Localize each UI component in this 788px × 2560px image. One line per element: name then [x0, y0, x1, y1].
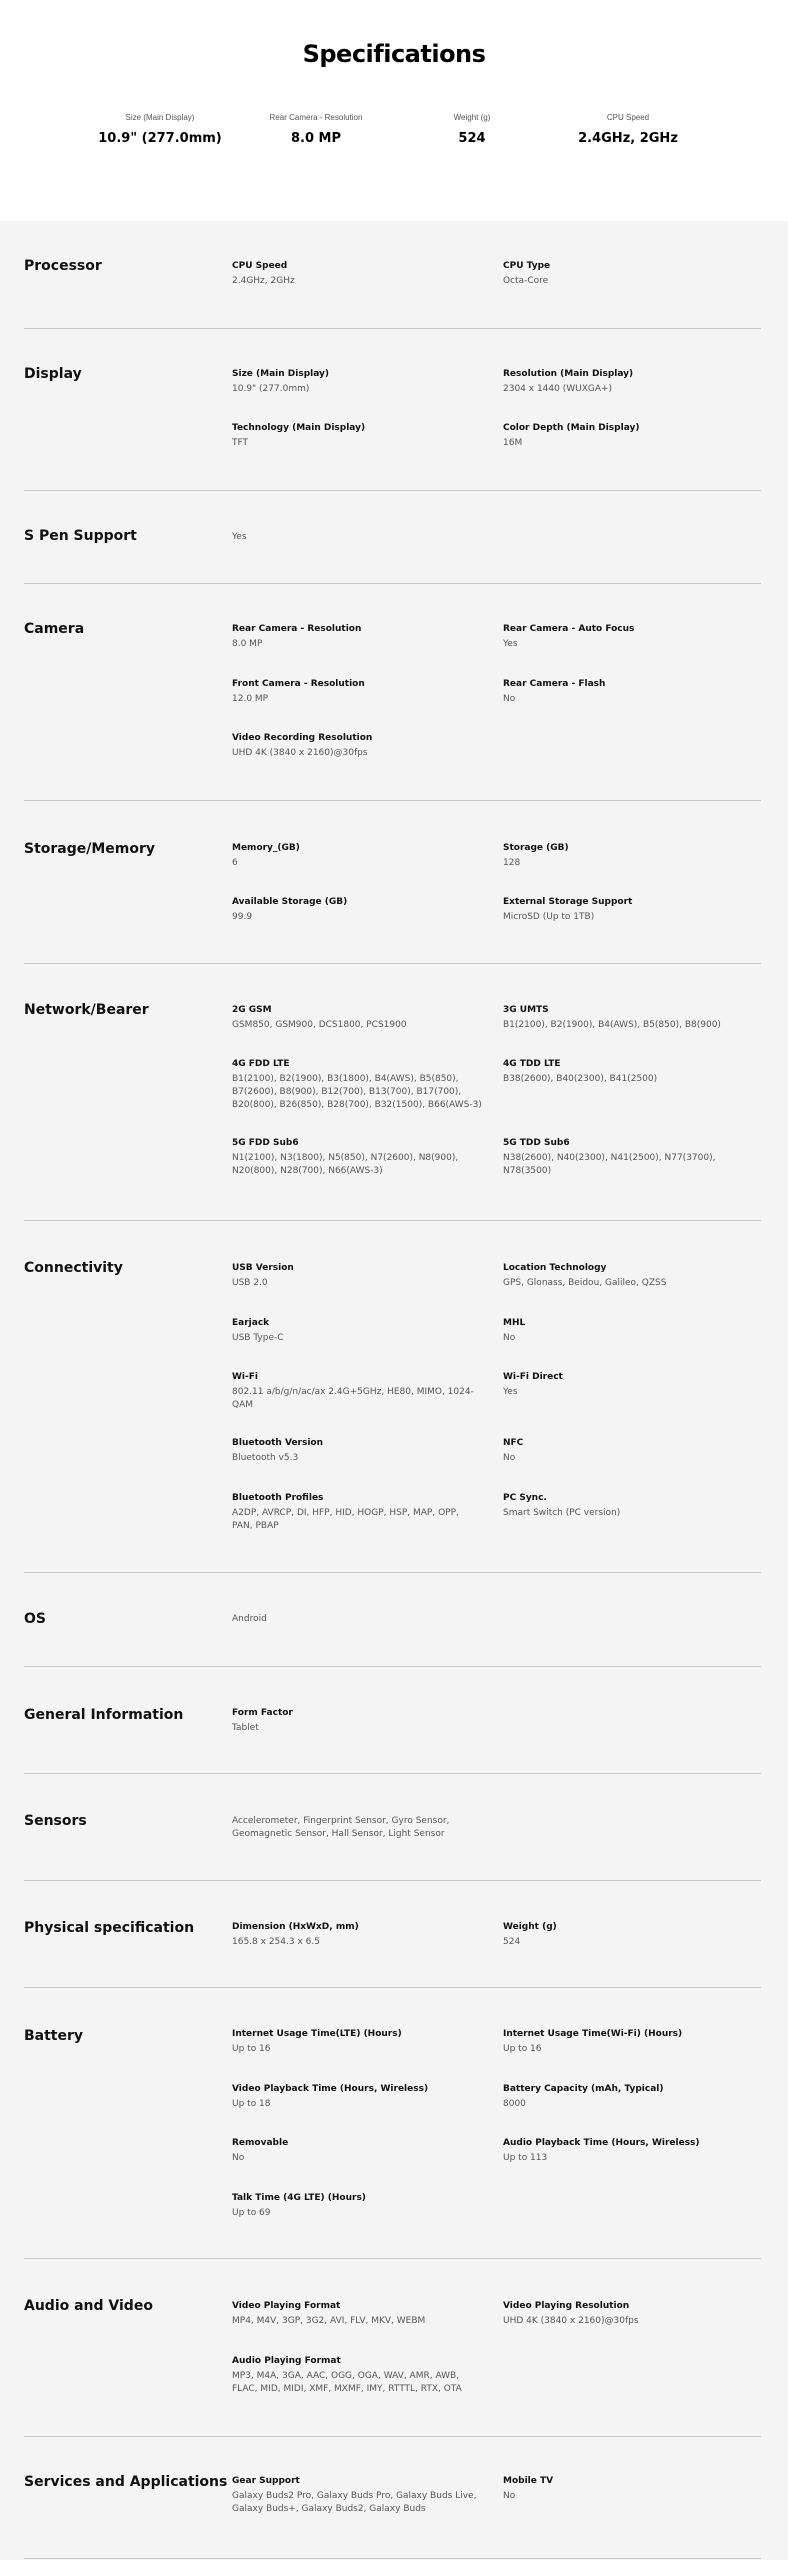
- spec-value: B38(2600), B40(2300), B41(2500): [503, 1074, 658, 1084]
- spec-value: Tablet: [232, 1723, 259, 1733]
- spec-label: Internet Usage Time(Wi-Fi) (Hours): [503, 2029, 683, 2039]
- spec-label: 5G FDD Sub6: [232, 1138, 299, 1148]
- spec-value: Smart Switch (PC version): [503, 1508, 621, 1518]
- key-spec-label: Weight (g): [453, 113, 491, 122]
- spec-item: [503, 1318, 753, 1345]
- spec-label: Location Technology: [503, 1263, 607, 1273]
- spec-label: Size (Main Display): [232, 369, 330, 379]
- spec-item: [232, 2476, 482, 2516]
- spec-label: 4G FDD LTE: [232, 1059, 290, 1069]
- section-title: Services and Applications: [24, 2474, 228, 2490]
- spec-item: [503, 2301, 753, 2328]
- spec-value: No: [232, 2153, 245, 2163]
- spec-value: Yes: [503, 639, 518, 649]
- spec-value: MicroSD (Up to 1TB): [503, 912, 595, 922]
- spec-label: Technology (Main Display): [232, 423, 366, 433]
- spec-label: 5G TDD Sub6: [503, 1138, 570, 1148]
- spec-value: 165.8 x 254.3 x 6.5: [232, 1937, 320, 1947]
- page-title: Specifications: [302, 40, 486, 68]
- spec-label: Storage (GB): [503, 843, 569, 853]
- spec-item: [232, 261, 482, 288]
- spec-value: Up to 16: [232, 2044, 271, 2054]
- spec-value: B1(2100), B2(1900), B3(1800), B4(AWS), B5(850), B7(2600), B8(900), B12(700), B13(700), B17(700), B20(800), B26(850), B28(700), B32(1500), B66(AWS-3): [232, 1074, 482, 1110]
- spec-label: Video Playing Resolution: [503, 2301, 630, 2311]
- key-spec-label: Rear Camera - Resolution: [269, 113, 363, 122]
- spec-item: [503, 1493, 753, 1520]
- section-physical: [24, 1880, 761, 1988]
- spec-label: Wi-Fi Direct: [503, 1372, 563, 1382]
- section-title: OS: [24, 1611, 46, 1627]
- spec-value: Galaxy Buds2 Pro, Galaxy Buds Pro, Galaxy Buds Live, Galaxy Buds+, Galaxy Buds2, Galaxy Buds: [232, 2491, 477, 2514]
- spec-label: Bluetooth Profiles: [232, 1493, 324, 1503]
- spec-item: [503, 2138, 753, 2165]
- spec-item: [503, 423, 753, 450]
- spec-value: 8.0 MP: [232, 639, 263, 649]
- spec-value: Up to 18: [232, 2099, 271, 2109]
- key-spec-value: 524: [458, 131, 486, 146]
- key-spec-label: CPU Speed: [606, 113, 650, 122]
- spec-label: Gear Support: [232, 2476, 300, 2486]
- key-spec-value: 8.0 MP: [290, 131, 342, 146]
- section-display: [24, 328, 761, 491]
- spec-value: 128: [503, 858, 521, 868]
- spec-label: Battery Capacity (mAh, Typical): [503, 2084, 664, 2094]
- spec-item: [503, 1922, 753, 1949]
- spec-label: Earjack: [232, 1318, 270, 1328]
- spec-label: USB Version: [232, 1263, 294, 1273]
- spec-item: [232, 369, 482, 396]
- spec-item: [232, 733, 482, 760]
- spec-item: [232, 2193, 482, 2220]
- spec-value: GPS, Glonass, Beidou, Galileo, QZSS: [503, 1278, 667, 1288]
- spec-label: Talk Time (4G LTE) (Hours): [232, 2193, 366, 2203]
- spec-value: No: [503, 694, 516, 704]
- key-specs-row: [82, 113, 706, 146]
- section-sensors: [24, 1773, 761, 1881]
- spec-item: [232, 2301, 482, 2328]
- section-audio-video: [24, 2258, 761, 2437]
- section-network: [24, 963, 761, 1221]
- spec-value: No: [503, 2491, 516, 2501]
- section-camera: [24, 583, 761, 801]
- spec-item: [232, 1708, 482, 1735]
- spec-label: CPU Type: [503, 261, 551, 271]
- specs-list: [0, 221, 788, 2560]
- spec-label: CPU Speed: [232, 261, 288, 271]
- spec-value: No: [503, 1333, 516, 1343]
- spec-value: N1(2100), N3(1800), N5(850), N7(2600), N8(900), N20(800), N28(700), N66(AWS-3): [232, 1153, 459, 1176]
- spec-item: [232, 1372, 482, 1412]
- spec-label: Resolution (Main Display): [503, 369, 634, 379]
- key-spec-label: Size (Main Display): [125, 113, 195, 122]
- spec-item: [503, 1372, 753, 1399]
- spec-value: 6: [232, 858, 238, 868]
- spec-label: NFC: [503, 1438, 524, 1448]
- spec-value: UHD 4K (3840 x 2160)@30fps: [232, 748, 368, 758]
- spec-item: [232, 843, 482, 870]
- key-spec: [82, 113, 238, 146]
- spec-value: 802.11 a/b/g/n/ac/ax 2.4G+5GHz, HE80, MIMO, 1024-QAM: [232, 1387, 474, 1410]
- section-title: Network/Bearer: [24, 1002, 149, 1018]
- spec-item: [232, 1138, 482, 1178]
- spec-item: [232, 1005, 482, 1032]
- spec-label: MHL: [503, 1318, 526, 1328]
- spec-label: 3G UMTS: [503, 1005, 549, 1015]
- spec-label: Form Factor: [232, 1708, 293, 1718]
- spec-value: 8000: [503, 2099, 526, 2109]
- section-title: General Information: [24, 1707, 184, 1723]
- spec-item: [232, 624, 482, 651]
- spec-value: Android: [232, 1614, 267, 1624]
- section-title: Camera: [24, 621, 85, 637]
- section-os: [24, 1572, 761, 1667]
- spec-value: N38(2600), N40(2300), N41(2500), N77(3700), N78(3500): [503, 1153, 716, 1176]
- section-title: S Pen Support: [24, 528, 137, 544]
- spec-label: Audio Playing Format: [232, 2356, 341, 2366]
- spec-item: [503, 843, 753, 870]
- spec-label: Available Storage (GB): [232, 897, 348, 907]
- section-title: Processor: [24, 258, 102, 274]
- spec-label: Rear Camera - Resolution: [232, 624, 362, 634]
- spec-value: Bluetooth v5.3: [232, 1453, 299, 1463]
- spec-item: [232, 2029, 482, 2056]
- spec-label: Color Depth (Main Display): [503, 423, 640, 433]
- spec-label: Wi-Fi: [232, 1372, 258, 1382]
- key-spec-value: 10.9" (277.0mm): [98, 131, 222, 146]
- section-services: [24, 2436, 761, 2559]
- spec-value: 10.9" (277.0mm): [232, 384, 310, 394]
- spec-value: 2304 x 1440 (WUXGA+): [503, 384, 613, 394]
- spec-item: [503, 1138, 753, 1178]
- spec-value: UHD 4K (3840 x 2160)@30fps: [503, 2316, 639, 2326]
- section-general: [24, 1666, 761, 1774]
- spec-item: [503, 261, 753, 288]
- spec-value: A2DP, AVRCP, DI, HFP, HID, HOGP, HSP, MAP, OPP, PAN, PBAP: [232, 1508, 459, 1531]
- spec-item: [503, 679, 753, 706]
- section-title: Sensors: [24, 1813, 87, 1829]
- spec-label: PC Sync.: [503, 1493, 547, 1503]
- spec-value: Yes: [503, 1387, 518, 1397]
- spec-label: Dimension (HxWxD, mm): [232, 1922, 359, 1932]
- spec-item: [503, 2029, 753, 2056]
- spec-label: Front Camera - Resolution: [232, 679, 365, 689]
- spec-value: Up to 113: [503, 2153, 548, 2163]
- spec-value: USB 2.0: [232, 1278, 268, 1288]
- spec-label: Video Playing Format: [232, 2301, 341, 2311]
- spec-item: [503, 1005, 753, 1032]
- key-spec: [238, 113, 394, 146]
- spec-label: Video Recording Resolution: [232, 733, 373, 743]
- spec-value: B1(2100), B2(1900), B4(AWS), B5(850), B8(900): [503, 1020, 721, 1030]
- spec-item: [503, 2084, 753, 2111]
- spec-item: [232, 1493, 482, 1533]
- spec-item: [503, 369, 753, 396]
- spec-label: Removable: [232, 2138, 289, 2148]
- spec-value: No: [503, 1453, 516, 1463]
- section-spen: [24, 490, 761, 584]
- spec-item: [232, 1059, 482, 1112]
- section-title: Storage/Memory: [24, 841, 156, 857]
- spec-value: Up to 16: [503, 2044, 542, 2054]
- section-processor: [24, 221, 761, 329]
- spec-value: 99.9: [232, 912, 253, 922]
- key-spec: [550, 113, 706, 146]
- section-battery: [24, 1987, 761, 2259]
- spec-label: Internet Usage Time(LTE) (Hours): [232, 2029, 402, 2039]
- spec-label: 2G GSM: [232, 1005, 272, 1015]
- spec-value: 16M: [503, 438, 523, 448]
- spec-item: [503, 624, 753, 651]
- spec-label: Bluetooth Version: [232, 1438, 324, 1448]
- spec-item: [503, 897, 753, 924]
- spec-item: [232, 1318, 482, 1345]
- key-spec: [394, 113, 550, 146]
- spec-label: Video Playback Time (Hours, Wireless): [232, 2084, 429, 2094]
- spec-item: [232, 1263, 482, 1290]
- spec-value: MP4, M4V, 3GP, 3G2, AVI, FLV, MKV, WEBM: [232, 2316, 426, 2326]
- spec-item: [232, 679, 482, 706]
- spec-item: [503, 1438, 753, 1465]
- spec-value: Accelerometer, Fingerprint Sensor, Gyro Sensor, Geomagnetic Sensor, Hall Sensor, Light Sensor: [232, 1816, 450, 1839]
- spec-label: 4G TDD LTE: [503, 1059, 561, 1069]
- section-title: Connectivity: [24, 1260, 123, 1276]
- section-storage: [24, 800, 761, 964]
- key-spec-value: 2.4GHz, 2GHz: [578, 131, 678, 146]
- spec-value: 2.4GHz, 2GHz: [232, 276, 295, 286]
- spec-item: [232, 2356, 482, 2396]
- spec-item: [232, 2138, 482, 2165]
- spec-value: Octa-Core: [503, 276, 549, 286]
- spec-label: Mobile TV: [503, 2476, 554, 2486]
- specs-header: [0, 0, 788, 221]
- spec-label: Memory_(GB): [232, 843, 300, 853]
- spec-value: Up to 69: [232, 2208, 271, 2218]
- spec-item: [232, 1922, 482, 1949]
- spec-value: 524: [503, 1937, 521, 1947]
- spec-item: [503, 1059, 753, 1086]
- section-title: Audio and Video: [24, 2298, 153, 2314]
- spec-value: 12.0 MP: [232, 694, 269, 704]
- section-title: Physical specification: [24, 1920, 195, 1936]
- spec-label: Rear Camera - Flash: [503, 679, 606, 689]
- spec-item: [232, 897, 482, 924]
- spec-value: USB Type-C: [232, 1333, 284, 1343]
- spec-value: MP3, M4A, 3GA, AAC, OGG, OGA, WAV, AMR, AWB, FLAC, MID, MIDI, XMF, MXMF, IMY, RTTTL, RTX, OTA: [232, 2371, 462, 2394]
- spec-item: [503, 1263, 753, 1290]
- section-title: Display: [24, 366, 82, 382]
- spec-item: [232, 2084, 482, 2111]
- spec-item: [232, 423, 482, 450]
- section-title: Battery: [24, 2028, 84, 2044]
- spec-value: GSM850, GSM900, DCS1800, PCS1900: [232, 1020, 407, 1030]
- spec-label: Audio Playback Time (Hours, Wireless): [503, 2138, 700, 2148]
- spec-label: Weight (g): [503, 1922, 557, 1932]
- spec-item: [503, 2476, 753, 2503]
- spec-value: Yes: [232, 532, 247, 542]
- spec-label: Rear Camera - Auto Focus: [503, 624, 635, 634]
- spec-label: External Storage Support: [503, 897, 633, 907]
- section-connectivity: [24, 1220, 761, 1573]
- spec-value: TFT: [232, 438, 249, 448]
- spec-item: [232, 1438, 482, 1465]
